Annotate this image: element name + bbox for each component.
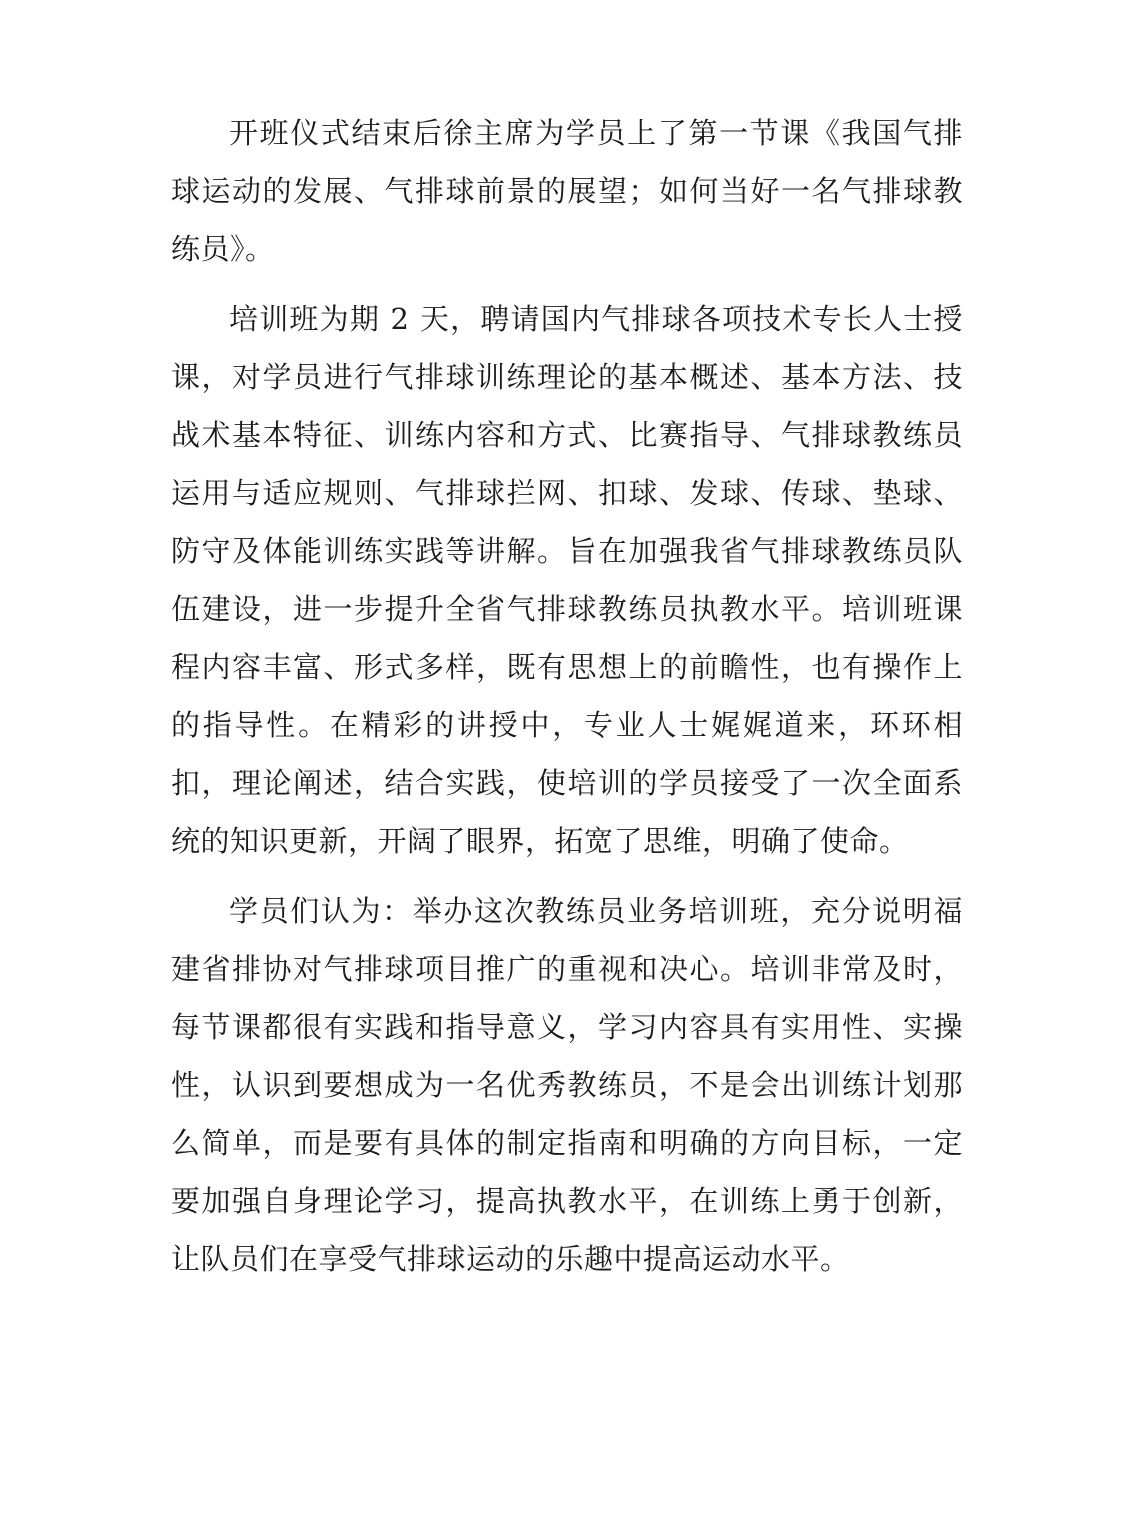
document-body (171, 104, 963, 1288)
paragraph-training-content: 培训班为期 2 天，聘请国内气排球各项技术专长人士授课，对学员进行气排球训练理论的基本概述、基本方法、技战术基本特征、训练内容和方式、比赛指导、气排球教练员运用与适应规则、气排球拦网、扣球、发球、传球、垫球、防守及体能训练实践等讲解。旨在加强我省气排球教练员队伍建设，进一步提升全省气排球教练员执教水平。培训班课程内容丰富、形式多样，既有思想上的前瞻性，也有操作上的指导性。在精彩的讲授中，专业人士娓娓道来，环环相扣，理论阐述，结合实践，使培训的学员接受了一次全面系统的知识更新，开阔了眼界，拓宽了思维，明确了使命。 (171, 302, 963, 858)
paragraph-trainee-feedback: 学员们认为：举办这次教练员业务培训班，充分说明福建省排协对气排球项目推广的重视和决心。培训非常及时，每节课都很有实践和指导意义，学习内容具有实用性、实操性，认识到要想成为一名优秀教练员，不是会出训练计划那么简单，而是要有具体的制定指南和明确的方向目标，一定要加强自身理论学习，提高执教水平，在训练上勇于创新，让队员们在享受气排球运动的乐趣中提高运动水平。 (171, 894, 963, 1276)
paragraph-opening-lecture: 开班仪式结束后徐主席为学员上了第一节课《我国气排球运动的发展、气排球前景的展望；如何当好一名气排球教练员》。 (171, 116, 963, 266)
